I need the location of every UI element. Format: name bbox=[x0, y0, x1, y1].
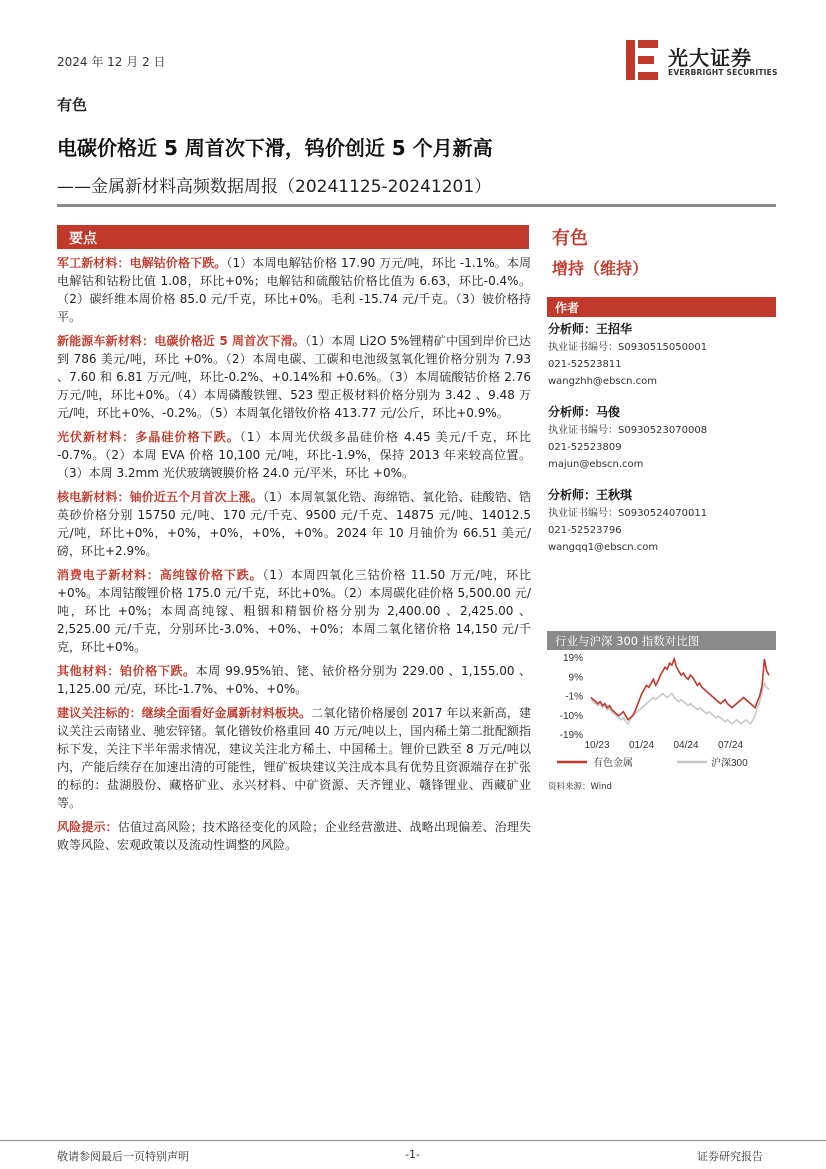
keypoint-text: 估值过高风险；技术路径变化的风险；企业经营激进、战略出现偏差、治理失败等风险、宏观政策以及流动性调整的风险。 bbox=[57, 820, 531, 852]
brand-name-en: EVERBRIGHT SECURITIES bbox=[668, 68, 778, 77]
authors-label: 作者 bbox=[555, 301, 580, 315]
x-tick-label: 07/24 bbox=[717, 740, 744, 751]
analyst-email[interactable]: wangzhh@ebscn.com bbox=[548, 376, 657, 387]
chart-header bbox=[547, 631, 776, 650]
page-number: -1- bbox=[405, 1148, 420, 1161]
y-tick-label: -1% bbox=[565, 691, 583, 703]
keypoint-item bbox=[57, 488, 531, 560]
analyst-email[interactable]: wangqq1@ebscn.com bbox=[548, 542, 659, 553]
analyst-cert: 执业证书编号：S0930524070011 bbox=[548, 508, 708, 519]
keypoint-head: 军工新材料：电解钴价格下跌。 bbox=[57, 256, 227, 270]
footer-report-type: 证券研究报告 bbox=[697, 1150, 763, 1163]
legend-label: 有色金属 bbox=[593, 758, 633, 769]
keypoint-item bbox=[57, 254, 531, 326]
keypoint-item bbox=[57, 428, 531, 482]
keypoint-head: 核电新材料：铀价近五个月首次上涨。 bbox=[57, 490, 263, 504]
keypoint-text: 本周 99.95%铂、铑、铱价格分别为 229.00 、1,155.00 、1,125.00 元/克，环比-1.7%、+0%、+0%。 bbox=[57, 664, 531, 696]
x-tick-label: 01/24 bbox=[628, 740, 655, 751]
keypoint-head: 其他材料：铂价格下跌。 bbox=[57, 664, 196, 678]
keypoint-head: 消费电子新材料：高纯镓价格下跌。 bbox=[57, 568, 263, 582]
keypoint-head: 光伏新材料：多晶硅价格下跌。 bbox=[57, 430, 240, 444]
keypoint-text: （1）本周电解钴价格 17.90 万元/吨，环比 -1.1%。本周电解钴和钴粉比值 1.08，环比+0%；电解钴和硫酸钴价格比值为 6.63，环比-0.4%。（2）碳纤维本周价格 85.0 元/千克，环比+0%。毛利 -15.74 元/千克。（3）铍价格持平。 bbox=[57, 256, 531, 324]
brand-name-cn: 光大证券 bbox=[668, 46, 752, 70]
chart-source: 资料来源：Wind bbox=[548, 782, 612, 792]
x-tick-label: 10/23 bbox=[584, 740, 610, 751]
keypoint-item bbox=[57, 662, 531, 698]
brand-logo-icon bbox=[626, 38, 660, 82]
header-divider bbox=[57, 204, 776, 207]
index-comparison-chart bbox=[547, 652, 776, 777]
report-subtitle: ——金属新材料高频数据周报（20241125-20241201） bbox=[57, 177, 492, 197]
keypoint-text: 二氧化锗价格屡创 2017 年以来新高，建议关注云南锗业、驰宏锌锗。氧化镨钕价格重回 40 万元/吨以上，国内稀土第二批配额指标下发，关注下半年需求情况，建议关注北方稀土、中国稀土。锂价已跌至 8 万元/吨以内，产能后续存在加速出清的可能性，锂矿板块建议关注成本具有优势且资源端存在扩张的标的：盐湖股份、藏格矿业、永兴材料、中矿资源、天齐锂业、赣锋锂业、西藏矿业等。 bbox=[57, 706, 531, 810]
keypoint-text: （1）本周氧氯化锆、海绵锆、氧化铪、硅酸锆、锆英砂价格分别 15750 元/吨、170 元/千克、9500 元/千克、14875 元/吨、14012.5 元/吨，环比+0%，+0%，+0%，+0%，+0%。2024 年 10 月铀价为 66.51 美元/磅，环比+2.9%。 bbox=[57, 490, 531, 558]
y-tick-label: 9% bbox=[568, 672, 583, 684]
keypoints-body bbox=[57, 254, 531, 860]
analyst-cert: 执业证书编号：S0930523070008 bbox=[548, 425, 708, 436]
footer-divider bbox=[0, 1140, 826, 1141]
series-line bbox=[591, 659, 769, 720]
keypoint-head: 建议关注标的：继续全面看好金属新材料板块。 bbox=[57, 706, 312, 720]
keypoint-text: （1）本周 Li2O 5%锂精矿中国到岸价已达到 786 美元/吨，环比 +0%。（2）本周电碳、工碳和电池级氢氧化锂价格分别为 7.93 、7.60 和 6.81 万元/吨，环比-0.2%、+0.14%和 +0.6%。（3）本周硫酸钴价格 2.76 万元/吨，环比+0%。（4）本周磷酸铁锂、523 型正极材料价格分别为 3.42 、9.48 万元/吨，环比+0%、-0.2%。（5）本周氧化镨钕价格 413.77 元/公斤，环比+0.9%。 bbox=[57, 334, 531, 420]
analyst-card bbox=[548, 487, 776, 556]
keypoint-item bbox=[57, 704, 531, 812]
footer-disclaimer: 敬请参阅最后一页特别声明 bbox=[57, 1150, 189, 1163]
y-tick-label: -10% bbox=[559, 710, 583, 722]
investment-rating: 增持（维持） bbox=[552, 259, 649, 278]
analyst-name: 分析师：王招华 bbox=[548, 322, 633, 336]
x-tick-label: 04/24 bbox=[673, 740, 699, 751]
analyst-name: 分析师：王秋琪 bbox=[548, 488, 633, 502]
brand-logo bbox=[626, 38, 776, 84]
chart-title: 行业与沪深 300 指数对比图 bbox=[555, 634, 700, 648]
keypoints-header bbox=[57, 225, 529, 249]
analyst-card bbox=[548, 404, 776, 473]
authors-header bbox=[547, 297, 776, 317]
series-line bbox=[591, 683, 769, 724]
sector-label: 有色 bbox=[57, 96, 88, 114]
analyst-cert: 执业证书编号：S0930515050001 bbox=[548, 342, 708, 353]
keypoint-item bbox=[57, 566, 531, 656]
y-tick-label: 19% bbox=[562, 653, 583, 664]
keypoint-text: （1）本周光伏级多晶硅价格 4.45 美元/千克，环比 -0.7%。（2）本周 EVA 价格 10,100 元/吨，环比-1.9%，保持 2013 年来较高位置。（3）本周 3.2mm 光伏玻璃镀膜价格 24.0 元/平米，环比 +0%。 bbox=[57, 430, 531, 480]
analyst-name: 分析师：马俊 bbox=[548, 405, 621, 419]
keypoints-label: 要点 bbox=[69, 231, 97, 247]
analyst-phone: 021-52523809 bbox=[548, 442, 622, 453]
analyst-email[interactable]: majun@ebscn.com bbox=[548, 459, 644, 470]
analyst-card bbox=[548, 321, 776, 390]
keypoint-head: 新能源车新材料：电碳价格近 5 周首次下滑。 bbox=[57, 334, 305, 348]
keypoint-item bbox=[57, 332, 531, 422]
analyst-phone: 021-52523796 bbox=[548, 525, 622, 536]
report-title: 电碳价格近 5 周首次下滑，钨价创近 5 个月新高 bbox=[57, 136, 493, 160]
y-tick-label: -19% bbox=[559, 730, 583, 741]
keypoint-item bbox=[57, 818, 531, 854]
analyst-phone: 021-52523811 bbox=[548, 359, 622, 370]
keypoint-head: 风险提示： bbox=[57, 820, 118, 834]
legend-label: 沪深300 bbox=[711, 758, 748, 769]
report-date: 2024 年 12 月 2 日 bbox=[57, 55, 166, 69]
keypoint-text: （1）本周四氧化三钴价格 11.50 万元/吨，环比+0%。本周钴酸锂价格 175.0 元/千克，环比+0%。（2）本周碳化硅价格 5,500.00 元/吨，环比 +0%；本周高纯镓、粗铟和精铟价格分别为 2,400.00 、2,425.00 、2,525.00 元/千克，分别环比-3.0%、+0%、+0%；本周二氧化锗价格 14,150 元/千克，环比+0%。 bbox=[57, 568, 531, 654]
rating-sector: 有色 bbox=[552, 228, 588, 249]
